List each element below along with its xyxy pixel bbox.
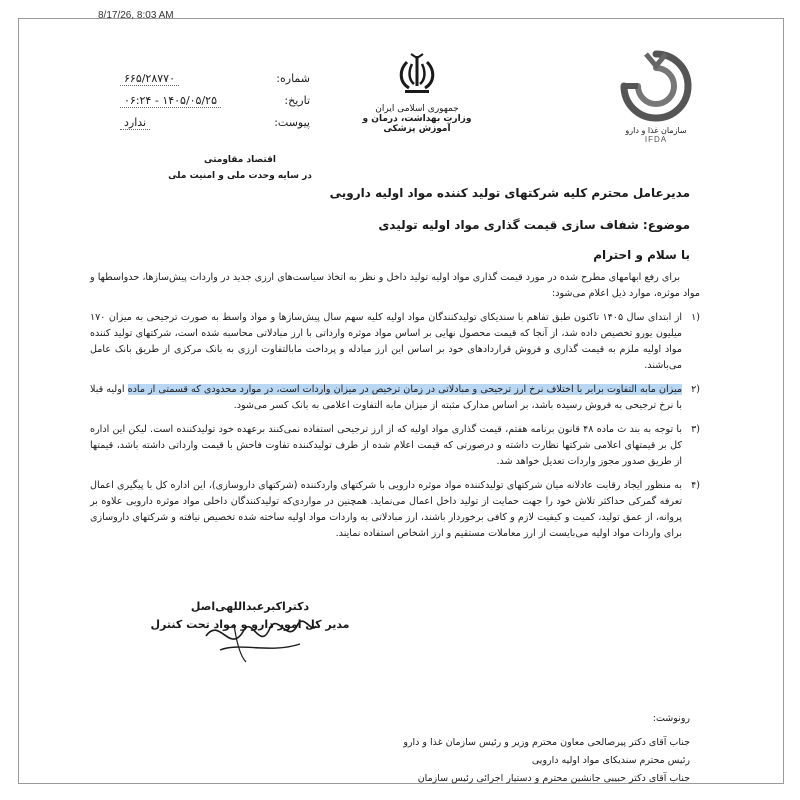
ifda-name-en: IFDA [644, 135, 668, 144]
list-item [90, 422, 700, 470]
letter-number: ۶۶۵/۲۸۷۷۰ [120, 72, 179, 86]
attachment-label: پیوست: [274, 116, 310, 129]
list-item [90, 382, 700, 414]
intro-paragraph: برای رفع ابهامهای مطرح شده در مورد قیمت گذاری مواد اولیه تولید داخل و نظر به اتخاذ سیاست‌های ارزی جدید در واردات پیش‌سازها، حدواسطها و مواد موثره، موارد ذیل اعلام می‌شود: [90, 272, 700, 299]
emblem-caption-2: وزارت بهداشت، درمان و آموزش پزشکی [362, 114, 472, 134]
item-text-rest: اولیه قبلا با نرخ ترجیحی به فروش رسیده باشد، بر اساس مدارک مثبته از میزان مابه التفاوت اعلامی به بانک کسر می‌شود. [90, 384, 682, 411]
handwritten-signature-icon [200, 606, 320, 666]
ifda-name-fa: سازمان غذا و دارو [625, 126, 687, 135]
signatory-title: مدیر کل امور دارو و مواد تحت کنترل [150, 618, 350, 631]
recipient: مدیرعامل محترم کلیه شرکتهای تولید کننده مواد اولیه دارویی [329, 186, 690, 200]
iran-emblem-icon [393, 52, 441, 98]
ifda-logo [608, 48, 704, 144]
item-number: (۱ [691, 312, 700, 323]
number-label: شماره: [276, 72, 310, 85]
letter-meta [120, 68, 310, 134]
item-text [90, 382, 682, 414]
letter-date: ۱۴۰۵/۰۵/۲۵ - ۰۶:۲۴ [120, 94, 221, 108]
greeting: با سلام و احترام [593, 248, 690, 262]
cc-line: جناب آقای دکتر پیرصالحی معاون محترم وزیر و رئیس سازمان غذا و دارو [403, 737, 690, 748]
date-label: تاریخ: [284, 94, 310, 107]
letter-body [90, 270, 700, 550]
signatory-name: دکتراکبرعبداللهی‌اصل [190, 600, 310, 613]
meta-number-row [120, 68, 310, 90]
list-item [90, 478, 700, 542]
list-item [90, 310, 700, 374]
slogan [150, 152, 330, 184]
print-timestamp: 8/17/26, 8:03 AM [98, 10, 174, 21]
cc-list [403, 710, 690, 788]
attachment-value: ندارد [120, 116, 150, 130]
letter-subject: موضوع: شفاف سازی قیمت گذاری مواد اولیه تولیدی [378, 218, 690, 232]
cc-line: رئیس محترم سندیکای مواد اولیه دارویی [531, 755, 690, 766]
meta-attachment-row [120, 112, 310, 134]
item-text: به منظور ایجاد رقابت عادلانه میان شرکتهای تولیدکننده مواد موثره دارویی با شرکتهای واردکننده (شرکتهای داروسازی)، این اداره کل با پیگیری اعمال تعرفه گمرکی حداکثر تلاش خود را جهت حمایت از تولید داخل اعمال می‌نماید. همچنین در مواردی‌که تولیدکنندگان داخلی مواد موثره دارویی علاوه بر پروانه، از عمق تولید، کمیت و کیفیت لازم و کافی برخوردار باشند، ارز مبادلاتی به واردات مواد اولیه ساخته شده تخصیص نیافته و شرکتهای داروسازی برای واردات مواد اولیه می‌بایست از ارز معاملات مستقیم و ارز اشخاص استفاده نمایند. [90, 480, 682, 539]
ministry-header [352, 52, 482, 134]
slogan-line-2: در سایه وحدت ملی و امنیت ملی [168, 171, 312, 181]
ifda-logo-icon [616, 48, 696, 126]
item-number: (۳ [691, 424, 700, 435]
item-text: با توجه به بند ث ماده ۴۸ قانون برنامه هفتم، قیمت گذاری مواد اولیه که از ارز ترجیحی استفاده نمی‌کنند برعهده خود تولیدکننده است. لیکن این اداره کل بر قیمتهای اعلامی شرکتها نظارت داشته و درصورتی که قیمت اعلام شده از طرف تولیدکننده تفاوت فاحش با قیمت وارداتی داشته باشد، قیمتها از طریق صدور مجوز واردات تعدیل خواهد شد. [90, 424, 682, 467]
item-number: (۴ [691, 480, 700, 491]
cc-line: جناب آقای دکتر حبیبی جانشین محترم و دستیار اجرائی رئیس سازمان [417, 773, 690, 784]
highlighted-text: میزان مابه التفاوت برابر با اختلاف نرخ ارز ترجیحی و مبادلاتی در زمان ترخیص در میزان واردات است، در موارد محدودی که قسمتی از ماده [127, 384, 682, 395]
slogan-line-1: اقتصاد مقاومتی [203, 155, 277, 165]
cc-heading: رونوشت: [652, 713, 690, 724]
meta-date-row [120, 90, 310, 112]
item-number: (۲ [691, 384, 700, 395]
emblem-caption-1: جمهوری اسلامی ایران [375, 104, 459, 114]
item-text: از ابتدای سال ۱۴۰۵ تاکنون طبق تفاهم با سندیکای تولیدکنندگان مواد اولیه کلیه سهم سال پیش‌سازها و مواد واسط به صورت ترجیحی به میزان ۱۷۰ میلیون یورو تخصیص داده شد، از آنجا که قیمت محصول نهایی بر اساس مواد موثره وارداتی با ارز مبادلاتی محاسبه شده است، شرکتهای تولید کننده مواد اولیه ملزم به قیمت گذاری و فروش قراردادهای خود بر اساس این ارز مبادله و پرداخت مابالتفاوت ارزی به بانک مرکزی از طریق بانک عامل می‌باشند. [90, 312, 682, 371]
